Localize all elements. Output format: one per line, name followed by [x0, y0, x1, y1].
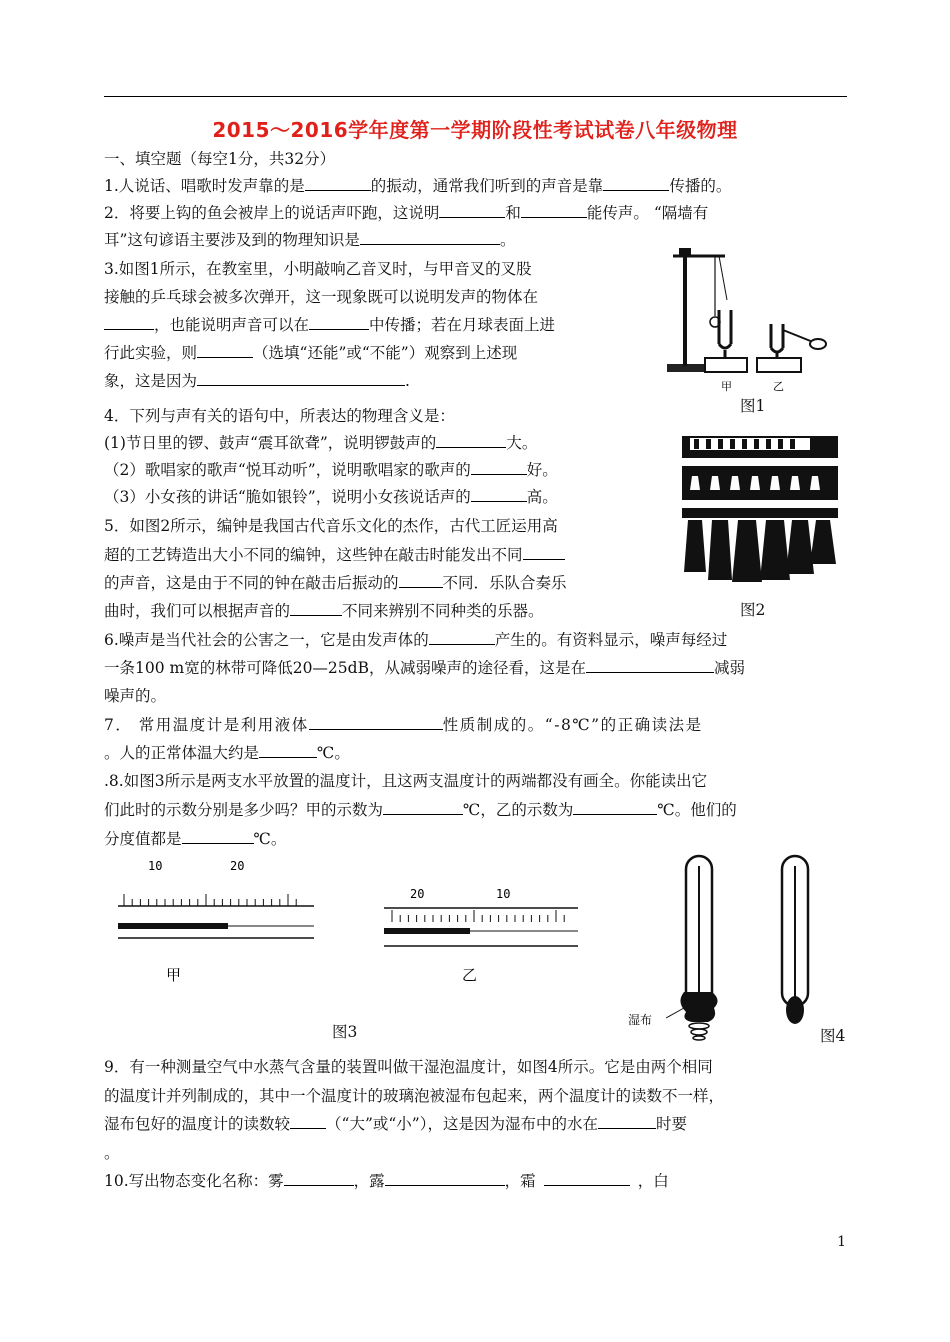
therm-b-tick-10: 10	[496, 887, 511, 901]
question-2-line-2: 耳”这句谚语主要涉及到的物理知识是 。	[104, 231, 516, 249]
question-9-line-4: 。	[104, 1144, 120, 1162]
therm-a-tick-20: 20	[230, 859, 245, 873]
dry-bulb	[786, 996, 804, 1024]
answer-blank[interactable]	[385, 1170, 505, 1186]
answer-blank[interactable]	[603, 175, 669, 191]
question-5-line-1: 5．如图2所示，编钟是我国古代音乐文化的杰作，古代工匠运用高	[104, 517, 558, 535]
answer-blank[interactable]	[290, 600, 342, 616]
answer-blank[interactable]	[586, 657, 714, 673]
answer-blank[interactable]	[259, 742, 317, 758]
answer-blank[interactable]	[309, 314, 369, 330]
question-5-line-2: 超的工艺铸造出大小不同的编钟，这些钟在敲击时能发出不同	[104, 544, 565, 566]
answer-blank[interactable]	[523, 544, 565, 560]
question-6-line-2: 一条100 m宽的林带可降低20—25dB，从减弱噪声的途径看，这是在 减弱	[104, 659, 745, 677]
resonance-box-b	[757, 358, 801, 372]
question-6-line-1: 6.噪声是当代社会的公害之一，它是由发声体的 产生的。有资料显示，噪声每经过	[104, 631, 728, 649]
question-7-line-1: 7． 常用温度计是利用液体 性质制成的。“-8℃”的正确读法是	[104, 716, 703, 734]
question-1: 1.人说话、唱歌时发声靠的是 的振动，通常我们听到的声音是靠 传播的。	[104, 177, 732, 195]
question-4-line-4: （3）小女孩的讲话“脆如银铃”，说明小女孩说话声的 高。	[104, 488, 558, 506]
figure-1-tuning-fork-apparatus	[655, 240, 835, 400]
question-4-line-2: (1)节日里的锣、鼓声“震耳欲聋”，说明锣鼓声的 大。	[104, 434, 538, 452]
answer-blank[interactable]	[284, 1170, 354, 1186]
question-5-line-3: 的声音，这是由于不同的钟在敲击后振动的 不同．乐队合奏乐	[104, 574, 567, 592]
tuning-fork-a	[719, 310, 731, 360]
question-3-line-1: 3.如图1所示，在教室里，小明敲响乙音叉时，与甲音叉的叉股	[104, 260, 532, 278]
answer-blank[interactable]	[436, 432, 506, 448]
answer-blank[interactable]	[598, 1113, 656, 1129]
fig1-label-a: 甲	[721, 380, 732, 393]
figure-2-caption: 图2	[740, 601, 766, 619]
wet-cloth-label: 湿布	[628, 1013, 653, 1027]
question-7-line-2: 。人的正常体温大约是 ℃。	[104, 744, 350, 762]
question-9-line-1: 9．有一种测量空气中水蒸气含量的装置叫做干湿泡温度计，如图4所示。它是由两个相同	[104, 1058, 713, 1076]
answer-blank[interactable]	[305, 175, 371, 191]
therm-a-scale	[124, 894, 296, 906]
answer-blank[interactable]	[429, 629, 495, 645]
answer-blank[interactable]	[309, 714, 443, 730]
question-9-line-3: 湿布包好的温度计的读数较 （“大”或“小”），这是因为湿布中的水在 时要	[104, 1115, 687, 1133]
answer-blank[interactable]	[399, 572, 443, 588]
answer-blank[interactable]	[182, 828, 254, 844]
question-2-line-1: 2．将要上钩的鱼会被岸上的说话声吓跑，这说明 和 能传声。 “隔墙有	[104, 204, 709, 222]
page-number: 1	[837, 1234, 846, 1250]
therm-b-label: 乙	[462, 966, 478, 984]
answer-blank[interactable]	[471, 486, 527, 502]
answer-blank[interactable]	[197, 370, 405, 386]
page-title: 2015～2016学年度第一学期阶段性考试试卷八年级物理	[212, 118, 738, 142]
therm-b-scale	[392, 910, 564, 922]
question-3-line-4: 行此实验，则 （选填“还能”或“不能”）观察到上述现	[104, 344, 518, 362]
question-3-line-3: ，也能说明声音可以在 中传播；若在月球表面上进	[104, 314, 555, 336]
question-8-line-1: .8.如图3所示是两支水平放置的温度计，且这两支温度计的两端都没有画全。你能读出它	[104, 772, 708, 790]
mallet	[783, 330, 813, 342]
question-10: 10.写出物态变化名称：雾 ，露 ，霜 ，白	[104, 1172, 669, 1190]
fig1-label-b: 乙	[773, 380, 784, 393]
section-heading: 一、填空题（每空1分，共32分）	[104, 150, 336, 168]
header-rule	[104, 96, 847, 97]
therm-a-liquid-column	[118, 923, 228, 929]
figure-3-thermometer-a	[118, 856, 318, 986]
answer-blank[interactable]	[197, 342, 253, 358]
figure-1-caption: 图1	[740, 397, 766, 415]
answer-blank[interactable]	[471, 459, 527, 475]
figure-4-wet-dry-bulb-thermometer	[626, 852, 826, 1042]
question-9-line-2: 的温度计并列制成的，其中一个温度计的玻璃泡被湿布包起来，两个温度计的读数不一样，	[104, 1087, 725, 1105]
figure-2-chime-bells	[680, 432, 840, 592]
answer-blank[interactable]	[573, 799, 657, 815]
resonance-box-a	[705, 358, 747, 372]
question-6-line-3: 噪声的。	[104, 687, 167, 705]
therm-b-liquid-column	[384, 928, 470, 934]
question-5-line-4: 曲时，我们可以根据声音的 不同来辨别不同种类的乐器。	[104, 602, 544, 620]
wet-cloth	[680, 992, 717, 1022]
figure-4-caption: 图4	[820, 1027, 846, 1045]
therm-a-tick-10: 10	[148, 859, 163, 873]
question-3-line-2: 接触的乒乓球会被多次弹开，这一现象既可以说明发声的物体在	[104, 288, 539, 306]
question-4-line-1: 4．下列与声有关的语句中，所表达的物理含义是：	[104, 407, 455, 425]
therm-b-tick-20: 20	[410, 887, 425, 901]
therm-a-label: 甲	[166, 966, 182, 984]
answer-blank[interactable]	[439, 202, 505, 218]
answer-blank[interactable]	[544, 1170, 630, 1186]
answer-blank[interactable]	[383, 799, 463, 815]
answer-blank[interactable]	[360, 229, 500, 245]
answer-blank[interactable]	[521, 202, 587, 218]
figure-3-thermometer-b	[384, 884, 584, 984]
question-8-line-3: 分度值都是 ℃。	[104, 830, 287, 848]
question-4-line-3: （2）歌唱家的歌声“悦耳动听”，说明歌唱家的歌声的 好。	[104, 461, 558, 479]
question-3-line-5: 象，这是因为 .	[104, 372, 410, 390]
tuning-fork-b	[771, 324, 783, 360]
answer-blank[interactable]	[104, 314, 154, 330]
answer-blank[interactable]	[290, 1113, 326, 1129]
bell-rack-bottom	[682, 508, 838, 518]
figure-3-caption: 图3	[332, 1023, 358, 1041]
question-8-line-2: 们此时的示数分别是多少吗？甲的示数为 ℃，乙的示数为 ℃。他们的	[104, 801, 737, 819]
